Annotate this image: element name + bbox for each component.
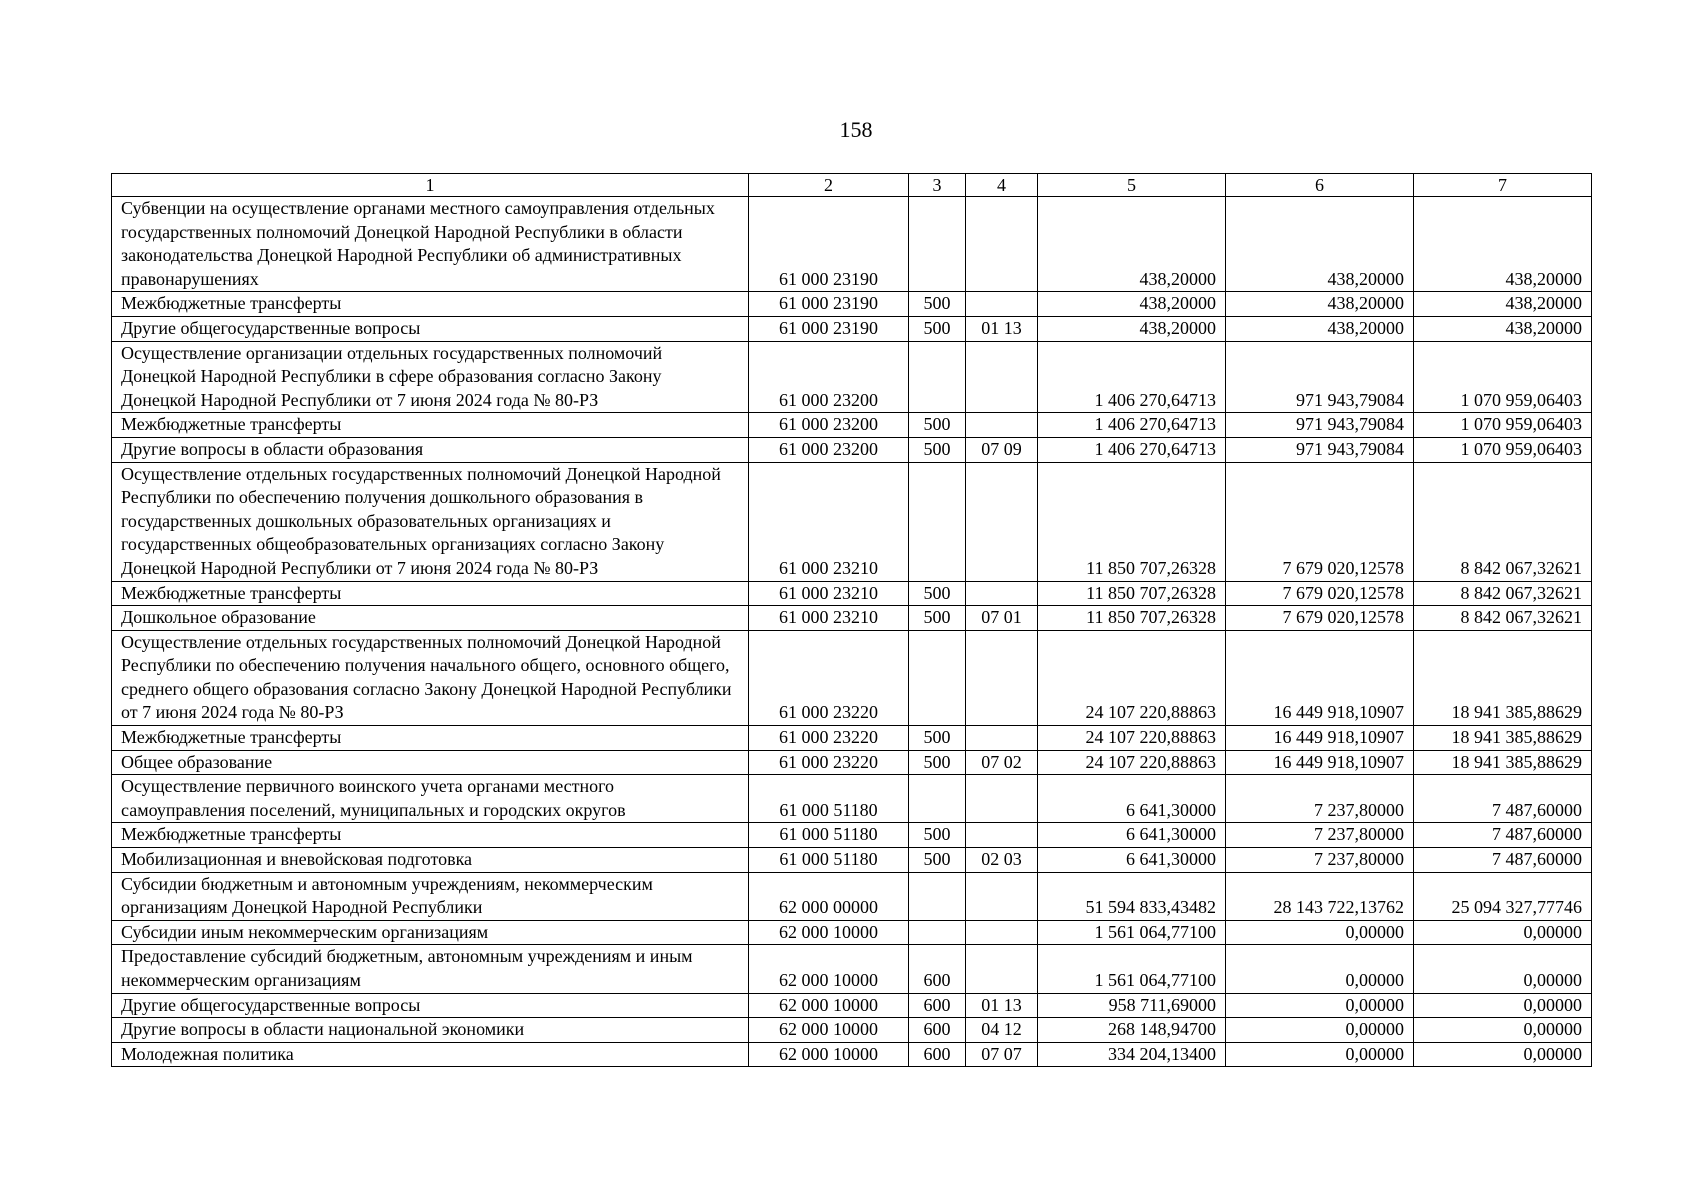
- cell-description: Мобилизационная и вневойсковая подготовка: [112, 848, 749, 873]
- cell-code: 61 000 23190: [749, 316, 909, 341]
- cell-expense-type: 500: [909, 413, 966, 438]
- cell-amount-col7: 18 941 385,88629: [1414, 630, 1592, 725]
- cell-amount-col5: 1 406 270,64713: [1038, 341, 1226, 413]
- table-row: [112, 872, 1592, 920]
- cell-section: [966, 945, 1038, 993]
- cell-amount-col6: 438,20000: [1226, 197, 1414, 292]
- cell-amount-col5: 1 406 270,64713: [1038, 437, 1226, 462]
- cell-expense-type: 600: [909, 945, 966, 993]
- cell-amount-col7: 438,20000: [1414, 316, 1592, 341]
- cell-expense-type: [909, 872, 966, 920]
- cell-expense-type: [909, 920, 966, 945]
- cell-amount-col7: 25 094 327,77746: [1414, 872, 1592, 920]
- cell-amount-col6: 0,00000: [1226, 993, 1414, 1018]
- table-row: [112, 1042, 1592, 1067]
- cell-code: 62 000 00000: [749, 872, 909, 920]
- cell-amount-col7: 8 842 067,32621: [1414, 581, 1592, 606]
- cell-description: Субвенции на осуществление органами местного самоуправления отдельных государственных полномочий Донецкой Народной Республики в области законодательства Донецкой Народной Республики об административных правонарушениях: [112, 197, 749, 292]
- cell-description: Молодежная политика: [112, 1042, 749, 1067]
- cell-code: 61 000 23210: [749, 581, 909, 606]
- budget-table: [111, 173, 1592, 1067]
- cell-amount-col7: 7 487,60000: [1414, 775, 1592, 823]
- page-number: 158: [839, 117, 873, 142]
- cell-amount-col7: 438,20000: [1414, 292, 1592, 317]
- cell-section: 02 03: [966, 848, 1038, 873]
- cell-amount-col7: 438,20000: [1414, 197, 1592, 292]
- table-header-row: [112, 174, 1592, 197]
- table-row: [112, 462, 1592, 581]
- table-row: [112, 993, 1592, 1018]
- table-row: [112, 1018, 1592, 1043]
- table-row: [112, 750, 1592, 775]
- cell-amount-col6: 0,00000: [1226, 1042, 1414, 1067]
- table-row: [112, 413, 1592, 438]
- table-row: [112, 437, 1592, 462]
- cell-amount-col6: 438,20000: [1226, 292, 1414, 317]
- table-row: [112, 606, 1592, 631]
- cell-amount-col6: 7 679 020,12578: [1226, 462, 1414, 581]
- cell-code: 61 000 23200: [749, 341, 909, 413]
- cell-code: 61 000 23210: [749, 462, 909, 581]
- cell-code: 61 000 51180: [749, 775, 909, 823]
- cell-section: [966, 292, 1038, 317]
- cell-code: 61 000 23200: [749, 413, 909, 438]
- cell-amount-col6: 28 143 722,13762: [1226, 872, 1414, 920]
- cell-expense-type: 500: [909, 823, 966, 848]
- table-row: [112, 341, 1592, 413]
- cell-amount-col5: 438,20000: [1038, 197, 1226, 292]
- cell-code: 62 000 10000: [749, 1018, 909, 1043]
- column-header-4: 4: [966, 174, 1038, 197]
- cell-section: 07 07: [966, 1042, 1038, 1067]
- column-header-7: 7: [1414, 174, 1592, 197]
- cell-description: Другие общегосударственные вопросы: [112, 993, 749, 1018]
- table-row: [112, 197, 1592, 292]
- cell-code: 61 000 23210: [749, 606, 909, 631]
- cell-description: Осуществление отдельных государственных полномочий Донецкой Народной Республики по обеспечению получения начального общего, основного общего, среднего общего образования согласно Закону Донецкой Народной Республики от 7 июня 2024 года № 80-РЗ: [112, 630, 749, 725]
- cell-amount-col7: 7 487,60000: [1414, 848, 1592, 873]
- cell-section: [966, 197, 1038, 292]
- cell-code: 61 000 23190: [749, 292, 909, 317]
- cell-expense-type: 500: [909, 848, 966, 873]
- cell-amount-col6: 7 237,80000: [1226, 823, 1414, 848]
- cell-description: Межбюджетные трансферты: [112, 823, 749, 848]
- cell-description: Осуществление организации отдельных государственных полномочий Донецкой Народной Республики в сфере образования согласно Закону Донецкой Народной Республики от 7 июня 2024 года № 80-РЗ: [112, 341, 749, 413]
- cell-expense-type: 600: [909, 1018, 966, 1043]
- cell-description: Осуществление отдельных государственных полномочий Донецкой Народной Республики по обеспечению получения дошкольного образования в государственных дошкольных образовательных организациях и государственных общеобразовательных организациях согласно Закону Донецкой Народной Республики от 7 июня 2024 года № 80-РЗ: [112, 462, 749, 581]
- cell-description: Межбюджетные трансферты: [112, 292, 749, 317]
- cell-section: 07 01: [966, 606, 1038, 631]
- cell-expense-type: 600: [909, 1042, 966, 1067]
- cell-expense-type: [909, 630, 966, 725]
- cell-description: Общее образование: [112, 750, 749, 775]
- cell-expense-type: 500: [909, 316, 966, 341]
- cell-section: [966, 581, 1038, 606]
- cell-amount-col7: 0,00000: [1414, 1042, 1592, 1067]
- table-row: [112, 848, 1592, 873]
- cell-amount-col7: 0,00000: [1414, 920, 1592, 945]
- cell-description: Межбюджетные трансферты: [112, 726, 749, 751]
- cell-description: Субсидии бюджетным и автономным учреждениям, некоммерческим организациям Донецкой Народной Республики: [112, 872, 749, 920]
- cell-section: [966, 462, 1038, 581]
- table-row: [112, 581, 1592, 606]
- cell-code: 61 000 51180: [749, 848, 909, 873]
- cell-amount-col6: 7 237,80000: [1226, 848, 1414, 873]
- cell-code: 61 000 51180: [749, 823, 909, 848]
- cell-expense-type: [909, 462, 966, 581]
- cell-amount-col6: 971 943,79084: [1226, 437, 1414, 462]
- cell-expense-type: [909, 197, 966, 292]
- cell-section: [966, 775, 1038, 823]
- cell-amount-col5: 1 406 270,64713: [1038, 413, 1226, 438]
- cell-description: Другие вопросы в области национальной экономики: [112, 1018, 749, 1043]
- cell-amount-col7: 1 070 959,06403: [1414, 341, 1592, 413]
- table-row: [112, 316, 1592, 341]
- column-header-5: 5: [1038, 174, 1226, 197]
- cell-section: 07 09: [966, 437, 1038, 462]
- cell-section: [966, 413, 1038, 438]
- cell-expense-type: 500: [909, 606, 966, 631]
- cell-amount-col6: 0,00000: [1226, 1018, 1414, 1043]
- cell-amount-col6: 438,20000: [1226, 316, 1414, 341]
- cell-amount-col5: 958 711,69000: [1038, 993, 1226, 1018]
- cell-amount-col7: 18 941 385,88629: [1414, 750, 1592, 775]
- cell-description: Предоставление субсидий бюджетным, автономным учреждениям и иным некоммерческим организациям: [112, 945, 749, 993]
- cell-code: 62 000 10000: [749, 993, 909, 1018]
- column-header-6: 6: [1226, 174, 1414, 197]
- cell-section: [966, 726, 1038, 751]
- cell-amount-col5: 24 107 220,88863: [1038, 750, 1226, 775]
- cell-section: [966, 341, 1038, 413]
- column-header-1: 1: [112, 174, 749, 197]
- cell-section: [966, 823, 1038, 848]
- table-row: [112, 630, 1592, 725]
- cell-amount-col7: 7 487,60000: [1414, 823, 1592, 848]
- column-header-3: 3: [909, 174, 966, 197]
- cell-amount-col7: 1 070 959,06403: [1414, 437, 1592, 462]
- cell-section: [966, 630, 1038, 725]
- cell-expense-type: 500: [909, 292, 966, 317]
- cell-section: 07 02: [966, 750, 1038, 775]
- cell-amount-col5: 11 850 707,26328: [1038, 462, 1226, 581]
- table-row: [112, 775, 1592, 823]
- cell-description: Межбюджетные трансферты: [112, 581, 749, 606]
- cell-amount-col6: 16 449 918,10907: [1226, 630, 1414, 725]
- cell-amount-col5: 11 850 707,26328: [1038, 606, 1226, 631]
- cell-section: [966, 872, 1038, 920]
- cell-amount-col6: 7 679 020,12578: [1226, 581, 1414, 606]
- cell-description: Другие вопросы в области образования: [112, 437, 749, 462]
- table-row: [112, 726, 1592, 751]
- cell-code: 61 000 23190: [749, 197, 909, 292]
- cell-amount-col7: 8 842 067,32621: [1414, 462, 1592, 581]
- cell-amount-col6: 7 679 020,12578: [1226, 606, 1414, 631]
- cell-amount-col5: 334 204,13400: [1038, 1042, 1226, 1067]
- cell-code: 61 000 23220: [749, 726, 909, 751]
- column-header-2: 2: [749, 174, 909, 197]
- cell-code: 62 000 10000: [749, 945, 909, 993]
- cell-description: Субсидии иным некоммерческим организациям: [112, 920, 749, 945]
- cell-expense-type: [909, 775, 966, 823]
- cell-section: 04 12: [966, 1018, 1038, 1043]
- table-row: [112, 920, 1592, 945]
- cell-amount-col5: 11 850 707,26328: [1038, 581, 1226, 606]
- cell-expense-type: 500: [909, 437, 966, 462]
- cell-code: 61 000 23220: [749, 750, 909, 775]
- cell-description: Дошкольное образование: [112, 606, 749, 631]
- cell-section: 01 13: [966, 316, 1038, 341]
- cell-amount-col6: 971 943,79084: [1226, 341, 1414, 413]
- cell-expense-type: [909, 341, 966, 413]
- cell-amount-col5: 438,20000: [1038, 292, 1226, 317]
- table-row: [112, 945, 1592, 993]
- cell-expense-type: 600: [909, 993, 966, 1018]
- cell-code: 62 000 10000: [749, 920, 909, 945]
- cell-section: [966, 920, 1038, 945]
- table-row: [112, 292, 1592, 317]
- cell-amount-col5: 24 107 220,88863: [1038, 630, 1226, 725]
- cell-amount-col5: 438,20000: [1038, 316, 1226, 341]
- cell-amount-col5: 51 594 833,43482: [1038, 872, 1226, 920]
- cell-code: 62 000 10000: [749, 1042, 909, 1067]
- cell-amount-col6: 16 449 918,10907: [1226, 750, 1414, 775]
- cell-amount-col5: 1 561 064,77100: [1038, 945, 1226, 993]
- cell-amount-col7: 1 070 959,06403: [1414, 413, 1592, 438]
- cell-amount-col7: 0,00000: [1414, 945, 1592, 993]
- cell-expense-type: 500: [909, 726, 966, 751]
- cell-amount-col5: 6 641,30000: [1038, 775, 1226, 823]
- cell-amount-col5: 268 148,94700: [1038, 1018, 1226, 1043]
- cell-description: Другие общегосударственные вопросы: [112, 316, 749, 341]
- cell-code: 61 000 23220: [749, 630, 909, 725]
- cell-amount-col7: 0,00000: [1414, 993, 1592, 1018]
- cell-description: Осуществление первичного воинского учета органами местного самоуправления поселений, муниципальных и городских округов: [112, 775, 749, 823]
- cell-code: 61 000 23200: [749, 437, 909, 462]
- cell-amount-col6: 7 237,80000: [1226, 775, 1414, 823]
- cell-amount-col6: 0,00000: [1226, 945, 1414, 993]
- cell-amount-col7: 18 941 385,88629: [1414, 726, 1592, 751]
- cell-amount-col6: 971 943,79084: [1226, 413, 1414, 438]
- cell-amount-col7: 8 842 067,32621: [1414, 606, 1592, 631]
- cell-section: 01 13: [966, 993, 1038, 1018]
- cell-amount-col6: 16 449 918,10907: [1226, 726, 1414, 751]
- cell-expense-type: 500: [909, 581, 966, 606]
- cell-amount-col5: 6 641,30000: [1038, 848, 1226, 873]
- cell-description: Межбюджетные трансферты: [112, 413, 749, 438]
- cell-amount-col6: 0,00000: [1226, 920, 1414, 945]
- cell-amount-col7: 0,00000: [1414, 1018, 1592, 1043]
- cell-amount-col5: 24 107 220,88863: [1038, 726, 1226, 751]
- table-body: [112, 197, 1592, 1067]
- cell-amount-col5: 6 641,30000: [1038, 823, 1226, 848]
- table-row: [112, 823, 1592, 848]
- cell-amount-col5: 1 561 064,77100: [1038, 920, 1226, 945]
- cell-expense-type: 500: [909, 750, 966, 775]
